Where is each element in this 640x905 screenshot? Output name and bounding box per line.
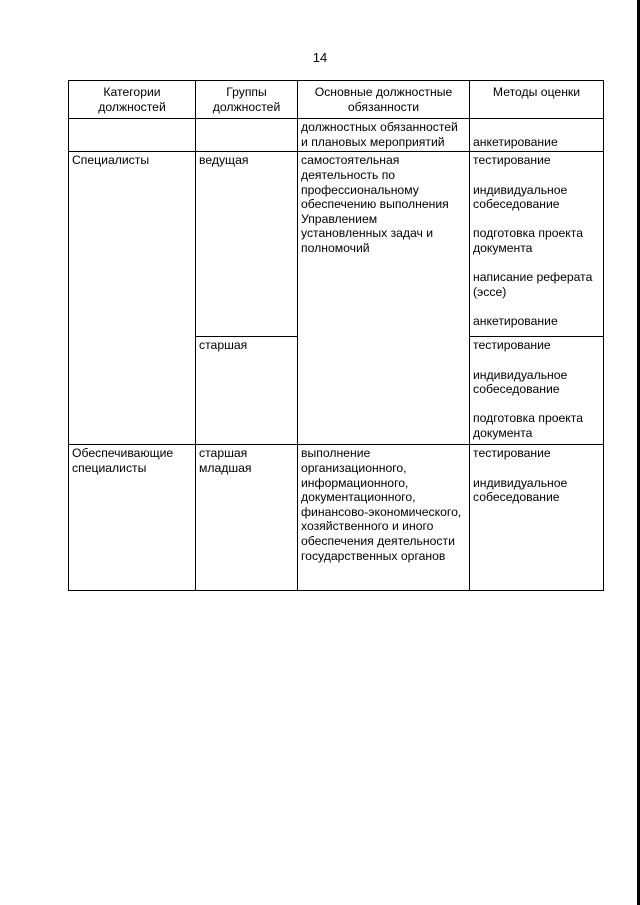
method-item: анкетирование (473, 313, 558, 328)
method-item: написание реферата (эссе) (473, 270, 593, 299)
cell-methods (470, 445, 604, 591)
group-item: младшая (199, 460, 252, 475)
method-item: индивидуальное собеседование (473, 475, 568, 505)
method-item: тестирование (473, 338, 551, 353)
method-item: индивидуальное собеседование (473, 367, 568, 397)
cell-group: ведущая (196, 152, 298, 337)
cell-group (196, 445, 298, 591)
header-duties: Основные должностные обязанности (298, 81, 470, 119)
group-item: старшая (199, 446, 248, 461)
cell-methods (470, 152, 604, 337)
method-item: подготовка проекта документа (473, 226, 583, 255)
method-item: индивидуальное собеседование (473, 182, 568, 212)
cell-duties: самостоятельная деятельность по профессиональному обеспечению выполнения Управлением установленных задач и полномочий (298, 152, 470, 445)
table-row-specialists-leading (69, 152, 604, 337)
method-item: тестирование (473, 446, 551, 461)
method-item: подготовка проекта документа (473, 411, 583, 440)
cell-category: Обеспечивающие специалисты (69, 445, 196, 591)
cell-category: Специалисты (69, 152, 196, 445)
page-number: 14 (312, 50, 328, 65)
evaluation-methods-table (68, 80, 604, 591)
header-group: Группы должностей (196, 81, 298, 119)
header-methods: Методы оценки (470, 81, 604, 119)
cell-duties: должностных обязанностей и плановых мероприятий (298, 119, 470, 152)
table-row-support (69, 445, 604, 591)
table-header-row (69, 81, 604, 119)
table-row-continuation (69, 119, 604, 152)
method-item: тестирование (473, 153, 551, 168)
method-item: анкетирование (473, 134, 558, 149)
cell-methods (470, 337, 604, 445)
header-category: Категории должностей (69, 81, 196, 119)
cell-duties: выполнение организационного, информационного, документационного, финансово-экономического, хозяйственного и иного обеспечения деятельности государственных органов (298, 445, 470, 591)
cell-method (470, 119, 604, 152)
cell-empty (69, 119, 196, 152)
cell-empty (196, 119, 298, 152)
cell-group: старшая (196, 337, 298, 445)
